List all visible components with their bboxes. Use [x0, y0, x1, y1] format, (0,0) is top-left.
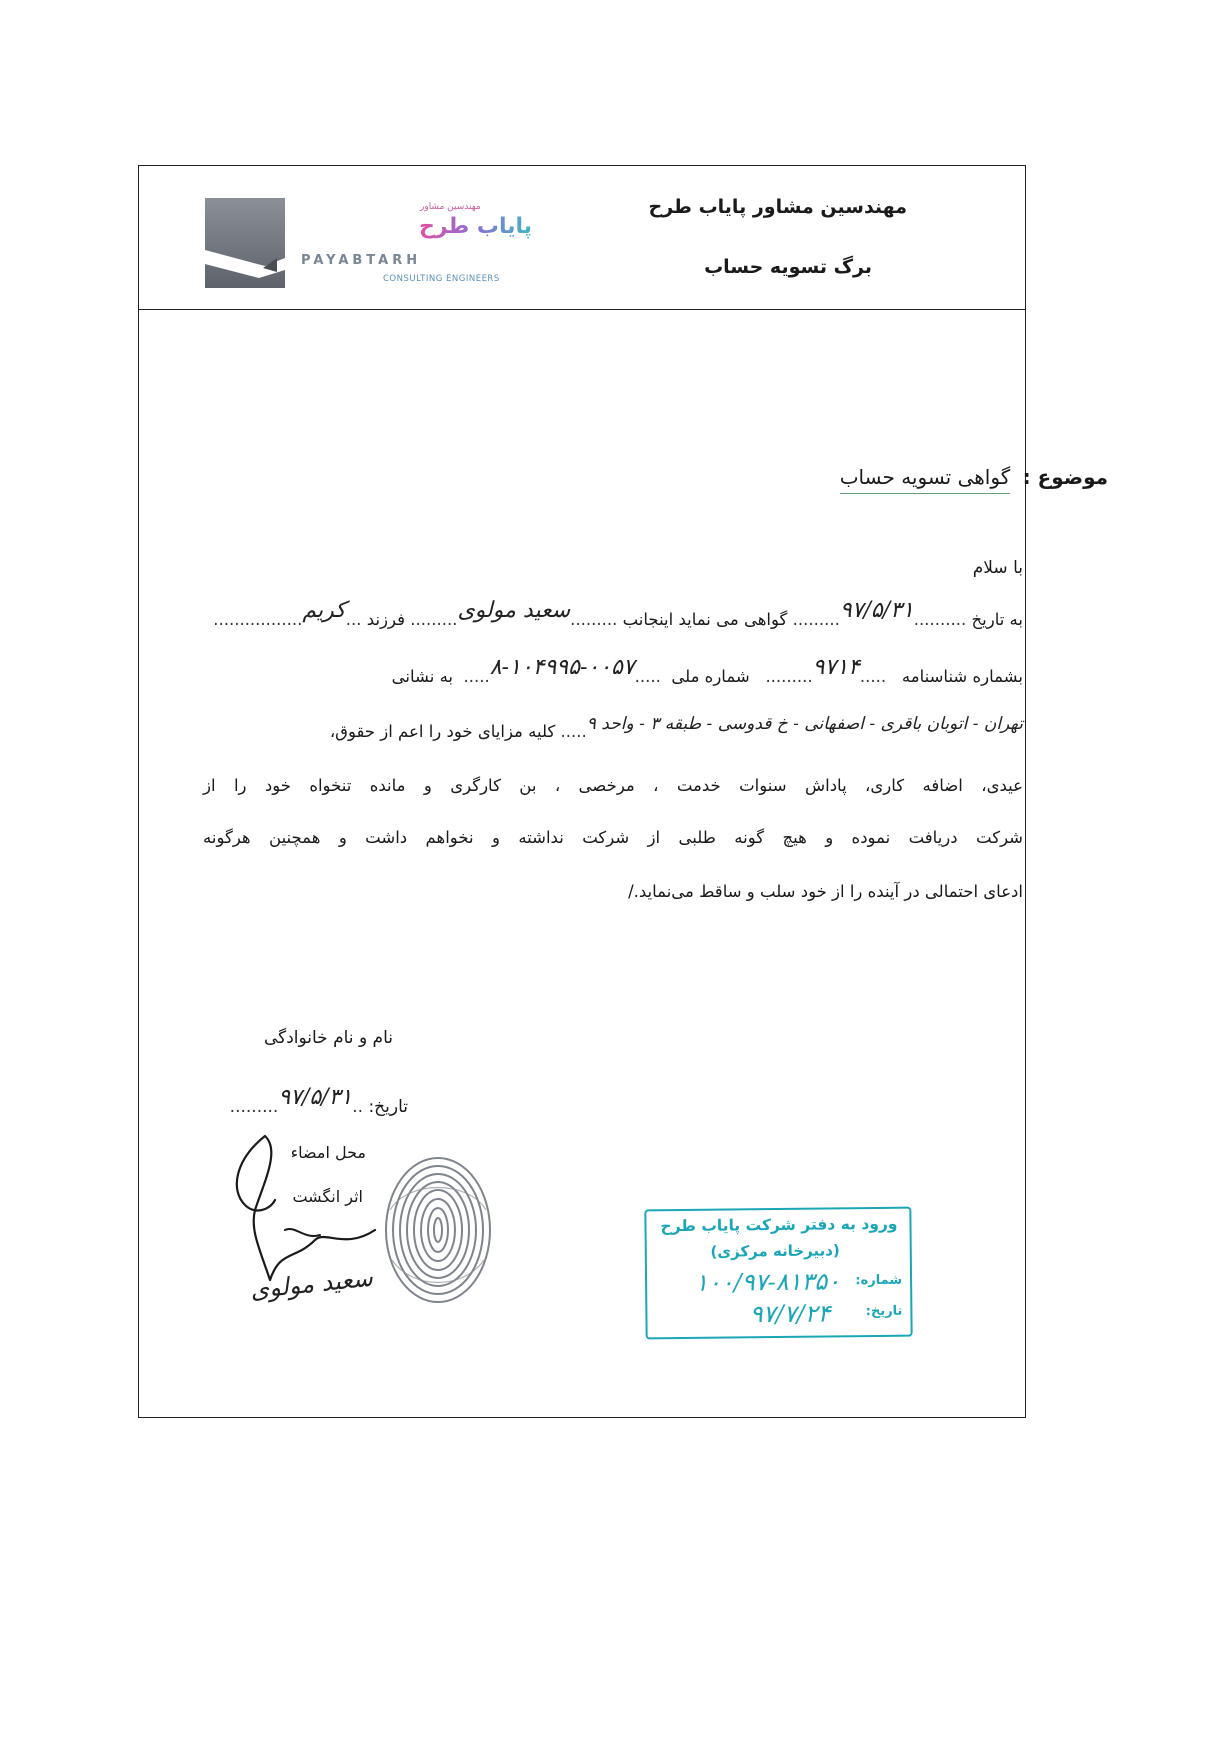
handwritten-name: سعید مولوی	[457, 598, 571, 623]
greeting: با سلام	[972, 558, 1023, 578]
logo-english-name: PAYABTARH	[301, 253, 422, 268]
stamp-number-label: شماره:	[855, 1272, 903, 1289]
field-dots: .....	[859, 667, 887, 686]
subject-label: موضوع :	[1022, 465, 1108, 489]
field-dots: .........	[570, 610, 618, 629]
field-dots: .....	[634, 667, 661, 686]
field-dots: .........	[410, 610, 458, 629]
field-dots: ..	[352, 1097, 364, 1117]
document-header	[139, 166, 1025, 310]
signature-date-label: تاریخ:	[368, 1097, 408, 1117]
company-logo	[205, 198, 535, 292]
stamp-date-label: تاریخ:	[865, 1303, 903, 1320]
field-dots: .........	[792, 610, 840, 629]
handwritten-id-number: ۹۷۱۴	[812, 655, 860, 680]
body-line-2	[203, 655, 1023, 688]
stamp-title: ورود به دفتر شرکت پایاب طرح	[660, 1214, 898, 1236]
field-dots: .................	[213, 610, 303, 629]
body-line-4: عیدی، اضافه کاری، پاداش سنوات خدمت ، مرخصی ، بن کارگری و مانده تنخواه خود را از	[203, 776, 1023, 795]
field-dots: .........	[229, 1097, 279, 1117]
registry-stamp	[644, 1207, 912, 1340]
handwritten-signature-date: ۹۷/۵/۳۱	[278, 1085, 353, 1110]
logo-persian-small: مهندسین مشاور	[420, 202, 481, 212]
body-line-6: ادعای احتمالی در آینده را از خود سلب و ساقط می‌نماید./	[628, 882, 1023, 901]
company-name: مهندسین مشاور پایاب طرح	[648, 196, 907, 218]
signature-date-line	[229, 1085, 408, 1118]
logo-mark-icon	[205, 198, 285, 288]
body-text: فرزند	[366, 610, 405, 629]
body-text: کلیه مزایای خود را اعم از حقوق،	[329, 722, 556, 741]
body-line-5: شرکت دریافت نموده و هیچ گونه طلبی از شرکت نداشته و نخواهم داشت و همچنین هرگونه	[203, 828, 1023, 847]
signature-place-label: محل امضاء	[290, 1143, 366, 1162]
fingerprint-label: اثر انگشت	[292, 1187, 363, 1206]
handwritten-father-name: کریم	[302, 598, 346, 623]
fingerprint-icon	[378, 1150, 498, 1310]
form-title: برگ تسویه حساب	[704, 256, 872, 278]
logo-persian-name: پایاب طرح	[419, 214, 533, 239]
subject-line	[840, 465, 1108, 489]
signature-name-label: نام و نام خانوادگی	[263, 1028, 393, 1048]
stamp-subtitle: (دبیرخانه مرکزی)	[710, 1241, 840, 1261]
stamp-number: ۱۰۰/۹۷-۸۱۳۵۰	[694, 1267, 841, 1297]
field-dots: .....	[463, 667, 490, 686]
body-text: بشماره شناسنامه	[901, 667, 1023, 686]
field-dots: .........	[765, 667, 813, 686]
handwritten-date: ۹۷/۵/۳۱	[839, 598, 914, 623]
logo-subtitle: CONSULTING ENGINEERS	[383, 274, 500, 284]
body-text: به تاریخ	[971, 610, 1023, 629]
body-text: شماره ملی	[671, 667, 750, 686]
handwritten-signer-name: سعید مولوی	[248, 1263, 375, 1305]
handwritten-national-id: ۰۰۵۷-۱۰۴۹۹۵-۸	[489, 655, 635, 680]
body-text: گواهی می نماید اینجانب	[622, 610, 788, 629]
stamp-date: ۹۷/۷/۲۴	[749, 1299, 831, 1329]
handwritten-address: تهران - اتوبان باقری - اصفهانی - خ قدوسی - طبقه ۳ - واحد ۹	[586, 714, 1023, 734]
field-dots: ..........	[913, 610, 967, 629]
field-dots: .....	[560, 722, 587, 741]
body-text: به نشانی	[391, 667, 454, 686]
body-line-3	[203, 714, 1023, 742]
field-dots: ...	[345, 610, 362, 629]
subject-text: گواهی تسویه حساب	[840, 465, 1011, 494]
body-line-1	[203, 598, 1023, 631]
